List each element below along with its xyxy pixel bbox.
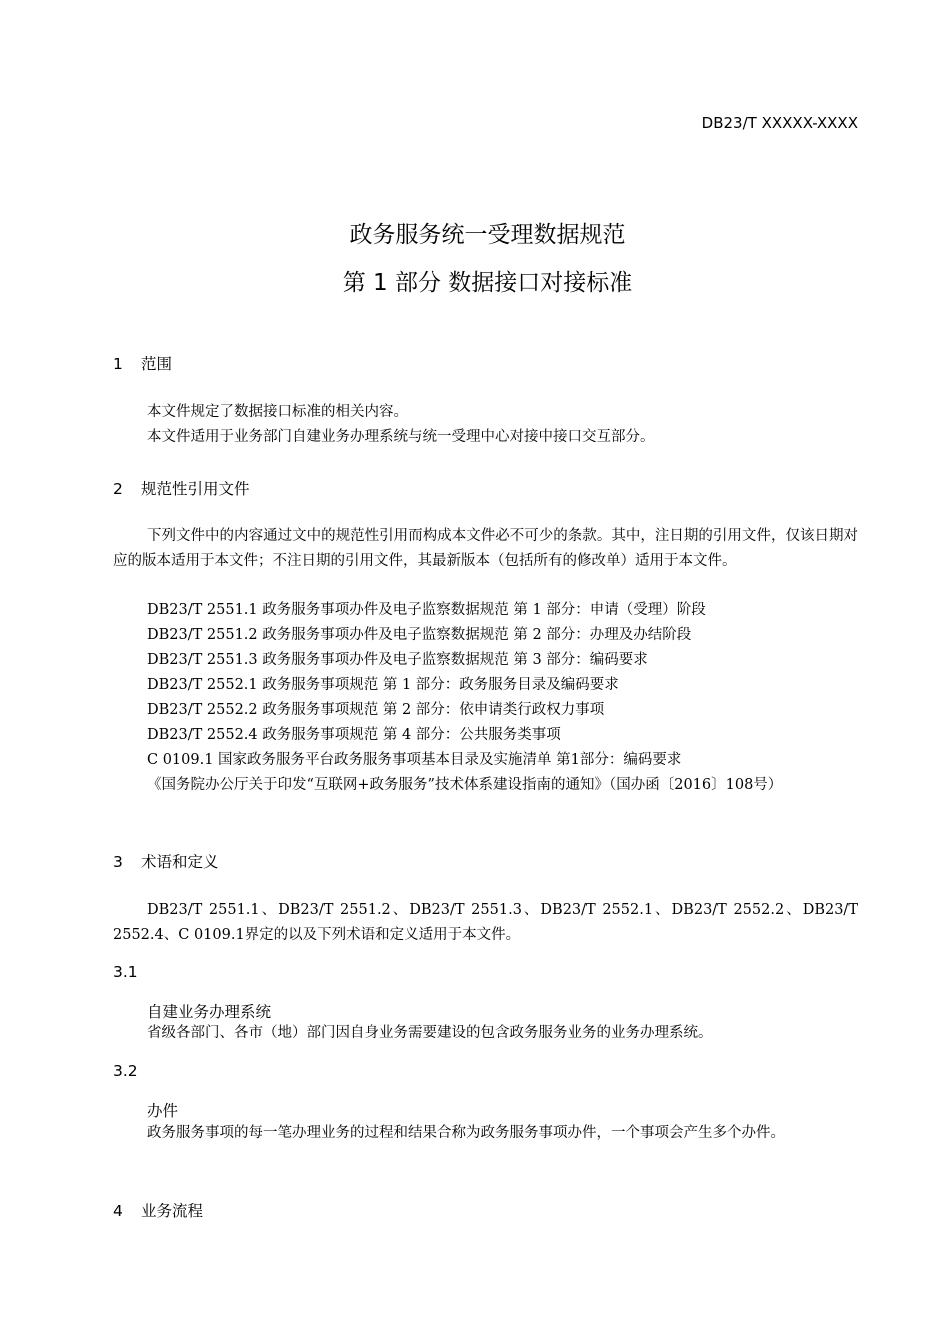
document-title: 政务服务统一受理数据规范 — [349, 222, 626, 248]
paragraph: 下列文件中的内容通过文中的规范性引用而构成本文件必不可少的条款。其中，注日期的引用文件，仅该日期对应的版本适用于本文件；不注日期的引用文件，其最新版本（包括所有的修改单）适用于本文件。 — [113, 528, 858, 569]
term-number: 3.2 — [113, 1062, 138, 1080]
term-number: 3.1 — [113, 963, 138, 981]
section-1-heading — [113, 352, 172, 374]
term-name: 办件 — [147, 1102, 179, 1120]
reference-item: DB23/T 2551.2 政务服务事项办件及电子监察数据规范 第 2 部分：办理及办结阶段 — [147, 627, 692, 643]
section-number: 1 — [113, 355, 123, 373]
reference-item: C 0109.1 国家政务服务平台政务服务事项基本目录及实施清单 第1部分：编码要求 — [147, 752, 682, 768]
reference-item: DB23/T 2551.1 政务服务事项办件及电子监察数据规范 第 1 部分：申请（受理）阶段 — [147, 602, 706, 618]
term-definition: 政务服务事项的每一笔办理业务的过程和结果合称为政务服务事项办件，一个事项会产生多个办件。 — [147, 1125, 785, 1141]
reference-item: DB23/T 2552.2 政务服务事项规范 第 2 部分：依申请类行政权力事项 — [147, 702, 605, 718]
paragraph: DB23/T 2551.1、DB23/T 2551.2、DB23/T 2551.3、DB23/T 2552.1、DB23/T 2552.2、DB23/T 2552.4、C 0109.1界定的以及下列术语和定义适用于本文件。 — [113, 902, 858, 943]
paragraph: 本文件规定了数据接口标准的相关内容。 — [147, 404, 408, 420]
section-3-heading — [113, 850, 219, 872]
reference-item: 《国务院办公厅关于印发“互联网+政务服务”技术体系建设指南的通知》（国办函〔2016〕108号） — [147, 777, 783, 793]
section-title: 规范性引用文件 — [141, 480, 250, 498]
document-code: DB23/T XXXXX-XXXX — [701, 114, 858, 132]
term-definition: 省级各部门、各市（地）部门因自身业务需要建设的包含政务服务业务的业务办理系统。 — [147, 1025, 713, 1041]
section-number: 2 — [113, 480, 123, 498]
reference-item: DB23/T 2552.1 政务服务事项规范 第 1 部分：政务服务目录及编码要求 — [147, 677, 619, 693]
section-number: 3 — [113, 853, 123, 871]
section-title: 术语和定义 — [141, 853, 219, 871]
term-name: 自建业务办理系统 — [147, 1003, 272, 1021]
section-4-heading — [113, 1199, 203, 1221]
reference-item: DB23/T 2551.3 政务服务事项办件及电子监察数据规范 第 3 部分：编码要求 — [147, 652, 648, 668]
section-number: 4 — [113, 1202, 123, 1220]
section-2-heading — [113, 477, 250, 499]
paragraph: 本文件适用于业务部门自建业务办理系统与统一受理中心对接中接口交互部分。 — [147, 429, 655, 445]
document-subtitle: 第 1 部分 数据接口对接标准 — [342, 270, 633, 296]
reference-item: DB23/T 2552.4 政务服务事项规范 第 4 部分：公共服务类事项 — [147, 727, 561, 743]
section-title: 业务流程 — [141, 1202, 204, 1220]
section-title: 范围 — [141, 355, 173, 373]
